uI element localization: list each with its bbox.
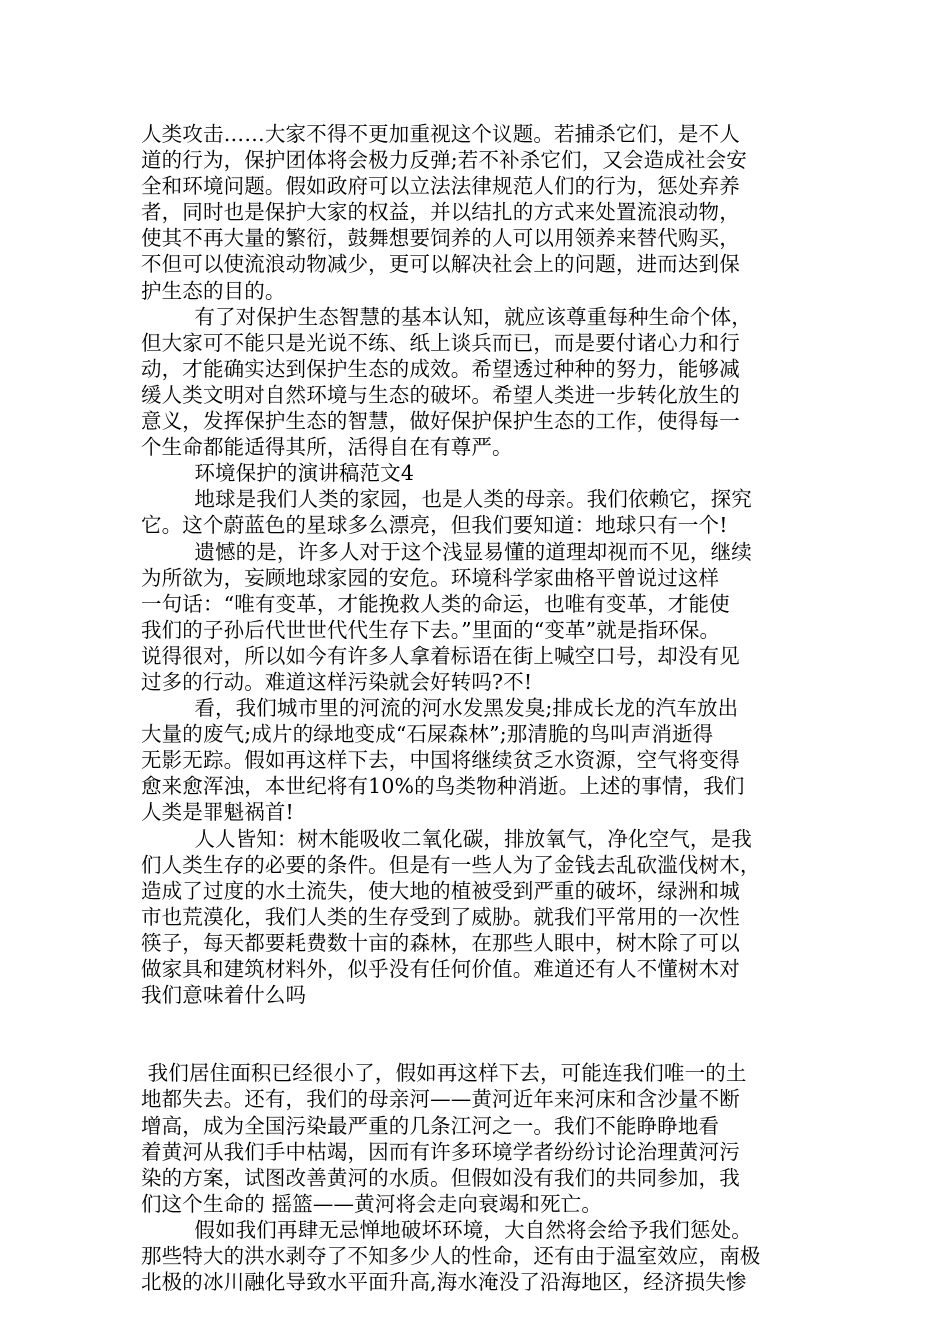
text-line: 有了对保护生态智慧的基本认知，就应该尊重每种生命个体，: [141, 304, 752, 329]
paragraph-gap: [141, 1008, 821, 1060]
text-line: 看，我们城市里的河流的河水发黑发臭;排成长龙的汽车放出: [141, 696, 739, 721]
text-line: 过多的行动。难道这样污染就会好转吗?不!: [141, 669, 533, 694]
text-line: 增高，成为全国污染最严重的几条江河之一。我们不能睁睁地看: [141, 1113, 720, 1138]
text-line: 一句话：“唯有变革，才能挽救人类的命运，也唯有变革，才能使: [141, 591, 730, 616]
text-line: 说得很对，所以如今有许多人拿着标语在街上喊空口号，却没有见: [141, 643, 740, 668]
text-line: 大量的废气;成片的绿地变成“石屎森林”;那清脆的鸟叫声消逝得: [141, 722, 714, 747]
text-line: 我们居住面积已经很小了，假如再这样下去，可能连我们唯一的土: [141, 1061, 747, 1086]
text-line: 者，同时也是保护大家的权益，并以结扎的方式来处置流浪动物，: [141, 200, 740, 225]
text-line: 道的行为，保护团体将会极力反弹;若不补杀它们，又会造成社会安: [141, 148, 747, 173]
text-line: 但大家可不能只是光说不练、纸上谈兵而已，而是要付诸心力和行: [141, 330, 740, 355]
text-line: 人人皆知：树木能吸收二氧化碳，排放氧气，净化空气，是我: [141, 826, 752, 851]
text-line: 无影无踪。假如再这样下去，中国将继续贫乏水资源，空气将变得: [141, 748, 740, 773]
text-line: 筷子，每天都要耗费数十亩的森林，在那些人眼中，树木除了可以: [141, 930, 740, 955]
text-line: 意义，发挥保护生态的智慧，做好保护保护生态的工作，使得每一: [141, 409, 740, 434]
text-line: 人类是罪魁祸首!: [141, 800, 294, 825]
text-line: 动，才能确实达到保护生态的成效。希望透过种种的努力，能够减: [141, 356, 740, 381]
text-line: 染的方案，试图改善黄河的水质。但假如没有我们的共同参加，我: [141, 1165, 740, 1190]
text-line: 造成了过度的水土流失，使大地的植被受到严重的破坏，绿洲和城: [141, 878, 740, 903]
section-heading: 环境保护的演讲稿范文4: [141, 461, 415, 486]
text-line: 不但可以使流浪动物减少，更可以解决社会上的问题，进而达到保: [141, 252, 740, 277]
text-line: 北极的冰川融化导致水平面升高,海水淹没了沿海地区，经济损失惨: [141, 1270, 747, 1295]
text-line: 全和环境问题。假如政府可以立法法律规范人们的行为，惩处弃养: [141, 174, 740, 199]
text-line: 市也荒漠化，我们人类的生存受到了威胁。就我们平常用的一次性: [141, 904, 740, 929]
text-line: 那些特大的洪水剥夺了不知多少人的性命，还有由于温室效应，南极: [141, 1244, 761, 1269]
document-body: [141, 121, 821, 1295]
text-line: 遗憾的是，许多人对于这个浅显易懂的道理却视而不见，继续: [141, 539, 752, 564]
text-line: 地都失去。还有，我们的母亲河——黄河近年来河床和含沙量不断: [141, 1087, 740, 1112]
text-line: 为所欲为，妄顾地球家园的安危。环境科学家曲格平曾说过这样: [141, 565, 720, 590]
text-line: 缓人类文明对自然环境与生态的破坏。希望人类进一步转化放生的: [141, 382, 740, 407]
text-line: 做家具和建筑材料外，似乎没有任何价值。难道还有人不懂树木对: [141, 957, 740, 981]
text-line: 人类攻击……大家不得不更加重视这个议题。若捕杀它们，是不人: [141, 122, 740, 146]
text-line: 假如我们再肆无忌惮地破坏环境，大自然将会给予我们惩处。: [141, 1217, 752, 1242]
text-line: 护生态的目的。: [141, 278, 286, 303]
text-line: 我们的子孙后代世世代代生存下去。”里面的“变革”就是指环保。: [141, 617, 721, 642]
text-line: 我们意味着什么吗: [141, 983, 307, 1008]
text-line: 地球是我们人类的家园，也是人类的母亲。我们依赖它，探究: [141, 487, 752, 512]
text-line: 使其不再大量的繁衍，鼓舞想要饲养的人可以用领养来替代购买，: [141, 226, 740, 251]
text-line: 们人类生存的必要的条件。但是有一些人为了金钱去乱砍滥伐树木，: [141, 852, 761, 877]
text-line: 着黄河从我们手中枯竭，因而有许多环境学者纷纷讨论治理黄河污: [141, 1139, 740, 1164]
text-line: 们这个生命的 摇篮——黄河将会走向衰竭和死亡。: [141, 1191, 602, 1216]
text-line: 它。这个蔚蓝色的星球多么漂亮，但我们要知道：地球只有一个!: [141, 513, 728, 538]
text-line: 愈来愈浑浊，本世纪将有10%的鸟类物种消逝。上述的事情，我们: [141, 774, 745, 799]
text-line: 个生命都能适得其所，活得自在有尊严。: [141, 435, 513, 460]
